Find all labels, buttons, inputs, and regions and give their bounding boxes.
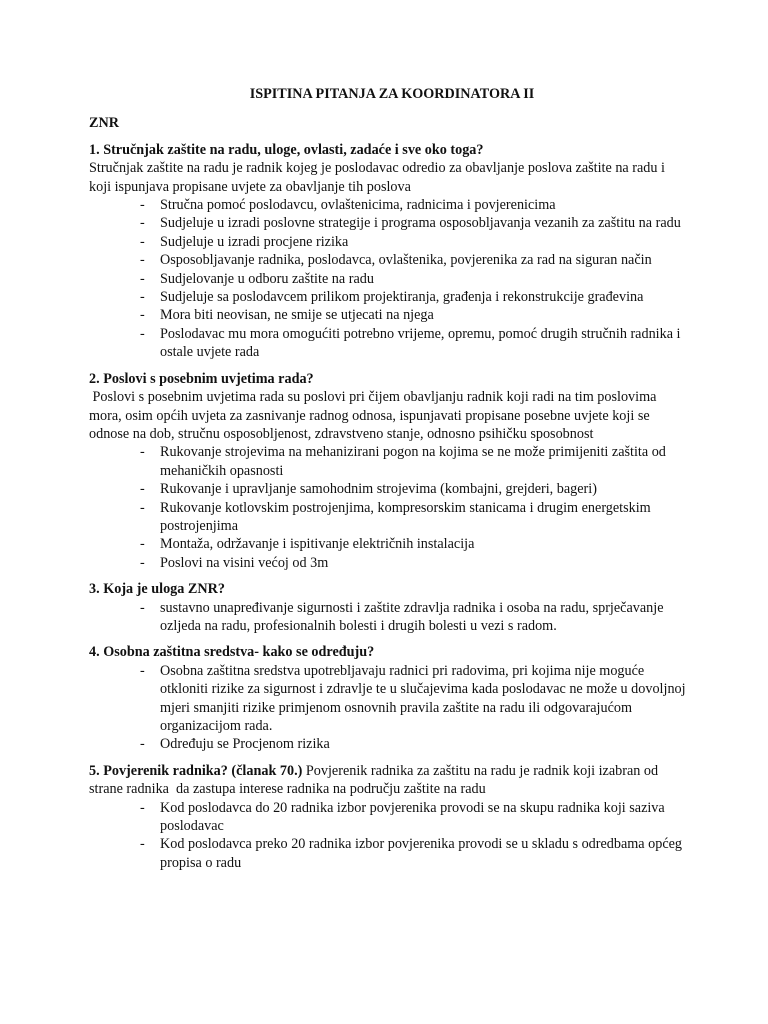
question-1 bbox=[89, 141, 689, 362]
list-item: - Osposobljavanje radnika, poslodavca, ovlaštenika, povjerenika za rad na siguran način bbox=[89, 251, 689, 269]
question-title: 3. Koja je uloga ZNR? bbox=[89, 581, 225, 598]
bullet-list bbox=[89, 799, 689, 873]
list-item: - Poslodavac mu mora omogućiti potrebno vrijeme, opremu, pomoć drugih stručnih radnika i ostale uvjete rada bbox=[89, 325, 689, 362]
section-label: ZNR bbox=[89, 115, 119, 132]
question-3 bbox=[89, 580, 689, 635]
bullet-list bbox=[89, 662, 689, 754]
question-title: 5. Povjerenik radnika? (članak 70.) bbox=[89, 762, 303, 779]
document-title: ISPITINA PITANJA ZA KOORDINATORA II bbox=[249, 86, 535, 102]
document-page bbox=[89, 85, 689, 880]
bullet-list bbox=[89, 599, 689, 636]
list-item: - Sudjeluje sa poslodavcem prilikom projektiranja, građenja i rekonstrukcije građevina bbox=[89, 288, 689, 306]
question-5 bbox=[89, 762, 689, 872]
question-paragraph: Stručnjak zaštite na radu je radnik kojeg je poslodavac odredio za obavljanje poslova zaštite na radu i koji ispunjava propisane uvjete za obavljanje tih poslova bbox=[89, 160, 665, 195]
question-title: 1. Stručnjak zaštite na radu, uloge, ovlasti, zadaće i sve oko toga? bbox=[89, 141, 484, 158]
question-heading bbox=[89, 141, 689, 159]
list-item: - Stručna pomoć poslodavcu, ovlaštenicima, radnicima i povjerenicima bbox=[89, 196, 689, 214]
question-heading bbox=[89, 762, 689, 799]
list-item: - Sudjeluje u izradi poslovne strategije i programa osposobljavanja vezanih za zaštitu na radu bbox=[89, 214, 689, 232]
list-item: - Sudjelovanje u odboru zaštite na radu bbox=[89, 270, 689, 288]
question-inline-text: Povjerenik radnika za zaštitu na radu je radnik koji izabran od strane radnika da zastupa interese radnika na području zaštite na radu bbox=[89, 762, 662, 798]
list-item: - Određuju se Procjenom rizika bbox=[89, 735, 689, 753]
question-paragraph: Poslovi s posebnim uvjetima rada su poslovi pri čijem obavljanju radnik koji radi na tim poslovima mora, osim općih uvjeta za zasnivanje radnog odnosa, ispunjavati propisane posebne uvjete koji se odnose na dob, stručnu osposobljenost, zdravstveno stanje, odnosno psihičku sposobnost bbox=[89, 389, 660, 442]
bullet-list bbox=[89, 443, 689, 572]
question-heading bbox=[89, 643, 689, 661]
list-item: - Poslovi na visini većoj od 3m bbox=[89, 554, 689, 572]
list-item: - Sudjeluje u izradi procjene rizika bbox=[89, 233, 689, 251]
question-heading bbox=[89, 580, 689, 598]
question-4 bbox=[89, 643, 689, 753]
list-item: - sustavno unapređivanje sigurnosti i zaštite zdravlja radnika i osoba na radu, sprječavanje ozljeda na radu, profesionalnih bolesti i drugih bolesti u vezi s radom. bbox=[89, 599, 689, 636]
question-heading bbox=[89, 370, 689, 388]
list-item: - Osobna zaštitna sredstva upotrebljavaju radnici pri radovima, pri kojima nije moguće otkloniti rizike za sigurnost i zdravlje te u slučajevima kada poslodavac ne može u dovoljnoj mjeri smanjiti rizike primjenom osnovnih pravila zaštite na radu ili odgovarajućom organizacijom rada. bbox=[89, 662, 689, 736]
list-item: - Kod poslodavca do 20 radnika izbor povjerenika provodi se na skupu radnika koji saziva poslodavac bbox=[89, 799, 689, 836]
list-item: - Rukovanje i upravljanje samohodnim strojevima (kombajni, grejderi, bageri) bbox=[89, 480, 689, 498]
list-item: - Kod poslodavca preko 20 radnika izbor povjerenika provodi se u skladu s odredbama općeg propisa o radu bbox=[89, 835, 689, 872]
question-title: 4. Osobna zaštitna sredstva- kako se određuju? bbox=[89, 644, 375, 661]
question-title: 2. Poslovi s posebnim uvjetima rada? bbox=[89, 370, 314, 387]
list-item: - Rukovanje strojevima na mehanizirani pogon na kojima se ne može primijeniti zaštita od mehaničkih opasnosti bbox=[89, 443, 689, 480]
bullet-list bbox=[89, 196, 689, 362]
list-item: - Rukovanje kotlovskim postrojenjima, kompresorskim stanicama i drugim energetskim postrojenjima bbox=[89, 499, 689, 536]
question-2 bbox=[89, 370, 689, 572]
list-item: - Montaža, održavanje i ispitivanje električnih instalacija bbox=[89, 535, 689, 553]
list-item: - Mora biti neovisan, ne smije se utjecati na njega bbox=[89, 306, 689, 324]
